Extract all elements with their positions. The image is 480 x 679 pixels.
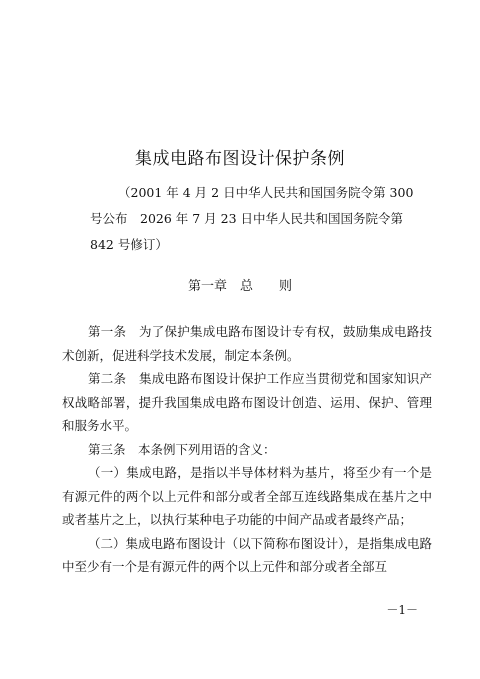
article-1 <box>62 320 432 367</box>
document-title: 集成电路布图设计保护条例 <box>135 149 345 170</box>
definition-item-1 <box>62 461 432 532</box>
article-2 <box>62 367 432 438</box>
definition-text: （二）集成电路布图设计（以下简称布图设计），是指集成电路中至少有一个是有源元件的两个以上元件和部分或者全部互 <box>62 535 432 574</box>
publication-line-1: （2001 年 4 月 2 日中华人民共和国国务院令第 300 <box>118 185 414 200</box>
publication-note <box>90 180 420 258</box>
publication-line-2: 号公布 2026 年 7 月 23 日中华人民共和国国务院令第 <box>90 211 404 226</box>
article-text: 为了保护集成电路布图设计专有权，鼓励集成电路技术创新，促进科学技术发展，制定本条例。 <box>62 324 432 363</box>
article-text: 本条例下列用语的含义： <box>138 441 276 457</box>
article-3 <box>62 438 432 462</box>
publication-line-3: 842 号修订） <box>90 237 168 252</box>
article-label: 第三条 <box>88 441 139 457</box>
article-label: 第一条 <box>88 324 139 339</box>
article-label: 第二条 <box>88 371 139 386</box>
article-text: 集成电路布图设计保护工作应当贯彻党和国家知识产权战略部署，提升我国集成电路布图设计创造、运用、保护、管理和服务水平。 <box>62 371 432 433</box>
page-number: －1－ <box>386 603 418 617</box>
chapter-heading: 第一章 总 则 <box>187 279 292 294</box>
body-text <box>62 320 432 579</box>
definition-item-2 <box>62 532 432 579</box>
definition-text: （一）集成电路，是指以半导体材料为基片，将至少有一个是有源元件的两个以上元件和部分或者全部互连线路集成在基片之中或者基片之上，以执行某种电子功能的中间产品或者最终产品； <box>62 465 432 527</box>
